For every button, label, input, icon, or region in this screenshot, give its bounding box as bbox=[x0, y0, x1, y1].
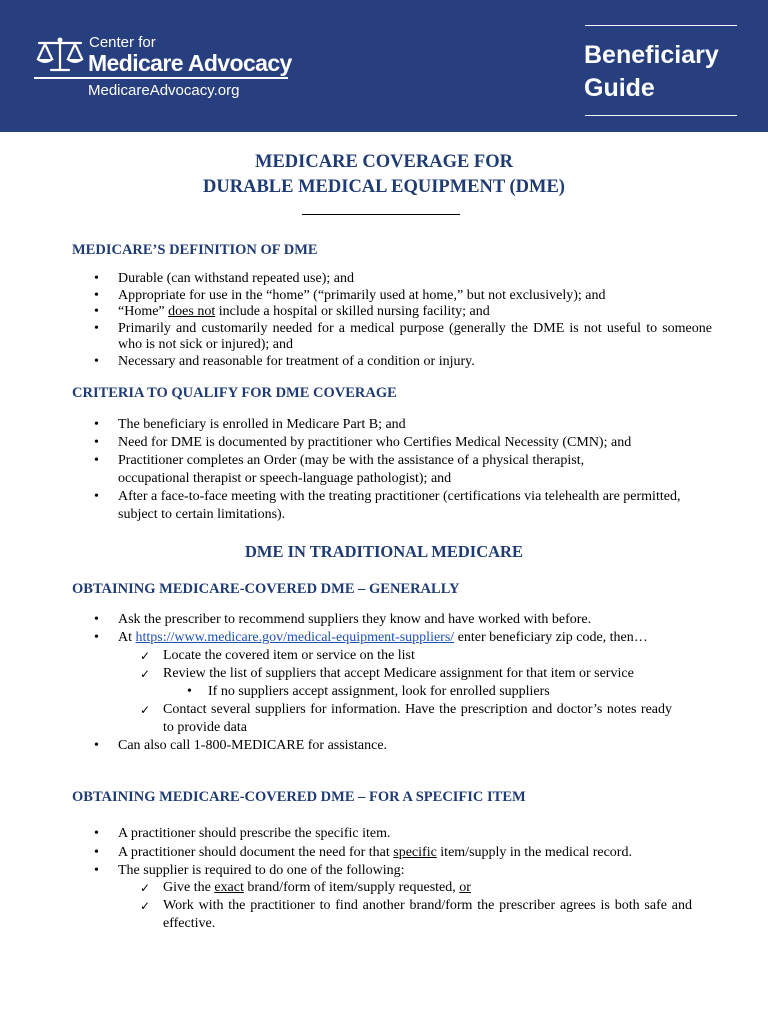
checklist-item bbox=[118, 665, 712, 701]
guide-title bbox=[584, 39, 719, 105]
list-item: • After a face-to-face meeting with the treating practitioner (certifications via telehealth are permitted, subject to certain limitations). bbox=[72, 488, 682, 524]
definition-heading: MEDICARE’S DEFINITION OF DME bbox=[72, 242, 318, 258]
emphasis-text: or bbox=[459, 880, 471, 895]
text-fragment: “Home” bbox=[118, 304, 165, 319]
list-item: • Durable (can withstand repeated use); and bbox=[72, 271, 712, 288]
org-name-small: Center for bbox=[89, 34, 156, 51]
list-item-text: The supplier is required to do one of the following: bbox=[118, 863, 405, 878]
guide-bottom-rule bbox=[585, 115, 737, 116]
list-item bbox=[72, 862, 712, 933]
emphasis-text: exact bbox=[214, 880, 244, 895]
guide-top-rule bbox=[585, 25, 737, 26]
section-criteria bbox=[72, 384, 712, 524]
section-generally bbox=[72, 580, 712, 755]
list-item: • Practitioner completes an Order (may be with the assistance of a physical therapist, occupational therapist or speech-language pathologist); and bbox=[72, 452, 682, 488]
list-item: • Necessary and reasonable for treatment of a condition or injury. bbox=[72, 354, 712, 371]
criteria-heading: CRITERIA TO QUALIFY FOR DME COVERAGE bbox=[72, 385, 397, 401]
guide-title-line1: Beneficiary bbox=[584, 41, 719, 69]
org-name: Medicare Advocacy bbox=[88, 50, 292, 76]
specific-heading: OBTAINING MEDICARE-COVERED DME – FOR A SPECIFIC ITEM bbox=[72, 789, 526, 805]
list-item: • Appropriate for use in the “home” (“primarily used at home,” but not exclusively); and bbox=[72, 288, 712, 305]
org-logo[interactable] bbox=[34, 34, 294, 104]
scales-of-justice-icon bbox=[34, 36, 86, 76]
list-item: • Can also call 1-800-MEDICARE for assistance. bbox=[72, 737, 712, 755]
list-item: • The beneficiary is enrolled in Medicare Part B; and bbox=[72, 416, 682, 434]
section-specific bbox=[72, 788, 712, 933]
text-fragment: brand/form of item/supply requested, bbox=[247, 880, 456, 895]
list-item: • Ask the prescriber to recommend suppliers they know and have worked with before. bbox=[72, 611, 712, 629]
emphasis-text: does not bbox=[168, 304, 216, 319]
checklist-item: ✓ Work with the practitioner to find another brand/form the prescriber agrees is both safe and effective. bbox=[118, 897, 712, 933]
list-item: • Need for DME is documented by practitioner who Certifies Medical Necessity (CMN); and bbox=[72, 434, 682, 452]
title-line1: MEDICARE COVERAGE FOR bbox=[255, 152, 513, 172]
checklist-item: ✓ Locate the covered item or service on the list bbox=[118, 647, 712, 665]
header-banner bbox=[0, 0, 768, 132]
generally-heading: OBTAINING MEDICARE-COVERED DME – GENERALLY bbox=[72, 581, 460, 597]
emphasis-text: specific bbox=[393, 845, 437, 860]
sub-list bbox=[163, 683, 712, 701]
checklist-text: Review the list of suppliers that accept Medicare assignment for that item or service bbox=[163, 666, 634, 681]
text-fragment: A practitioner should document the need for that bbox=[118, 845, 390, 860]
criteria-list bbox=[72, 416, 682, 524]
list-item bbox=[72, 629, 712, 737]
traditional-heading: DME IN TRADITIONAL MEDICARE bbox=[245, 542, 523, 561]
logo-divider bbox=[34, 77, 288, 79]
text-fragment: At bbox=[118, 630, 132, 645]
list-item: • A practitioner should prescribe the specific item. bbox=[72, 824, 712, 843]
list-item: • Primarily and customarily needed for a medical purpose (generally the DME is not useful to someone who is not sick or injured); and bbox=[72, 321, 712, 354]
sub-list-item: • If no suppliers accept assignment, look for enrolled suppliers bbox=[163, 683, 712, 701]
medicare-suppliers-link[interactable]: https://www.medicare.gov/medical-equipment-suppliers/ bbox=[135, 630, 455, 645]
text-fragment: include a hospital or skilled nursing facility; and bbox=[218, 304, 490, 319]
guide-title-line2: Guide bbox=[584, 74, 655, 102]
org-url[interactable]: MedicareAdvocacy.org bbox=[88, 82, 240, 99]
checklist-item bbox=[118, 879, 712, 897]
checklist bbox=[118, 879, 712, 933]
section-definition bbox=[72, 241, 712, 370]
specific-list bbox=[72, 824, 712, 933]
list-item bbox=[72, 843, 712, 862]
text-fragment: item/supply in the medical record. bbox=[440, 845, 632, 860]
document-title bbox=[0, 150, 768, 200]
list-item bbox=[72, 304, 712, 321]
text-fragment: enter beneficiary zip code, then… bbox=[457, 630, 648, 645]
generally-list bbox=[72, 611, 712, 755]
definition-list bbox=[72, 271, 712, 370]
title-underline bbox=[302, 214, 460, 215]
title-line2: DURABLE MEDICAL EQUIPMENT (DME) bbox=[203, 177, 565, 197]
checklist-item: ✓ Contact several suppliers for information. Have the prescription and doctor’s notes ready to provide data bbox=[118, 701, 712, 737]
text-fragment: Give the bbox=[163, 880, 211, 895]
checklist bbox=[118, 647, 712, 737]
